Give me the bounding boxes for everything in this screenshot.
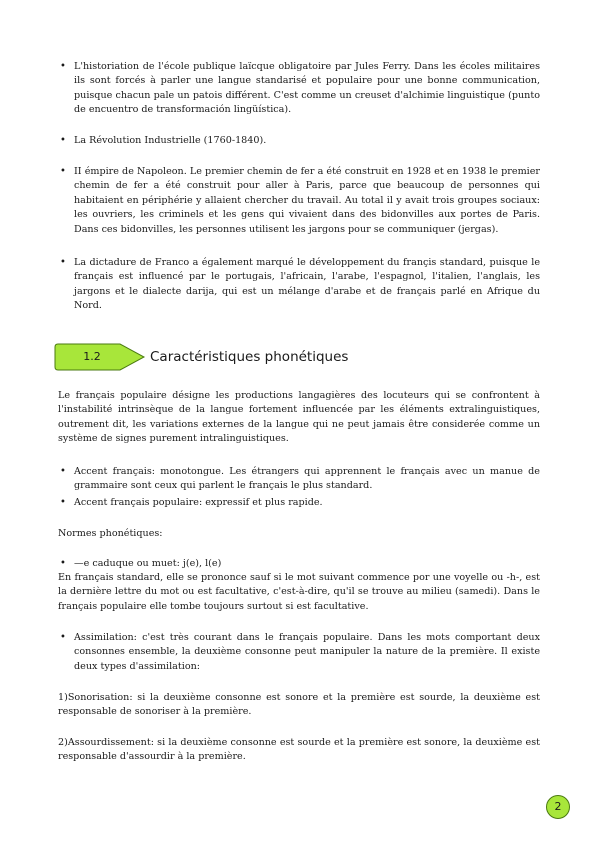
assourdissement-paragraph: 2)Assourdissement: si la deuxième consonne est sourde et la première est sonore, la deuxième est responsable d'assourdir à la première. <box>58 737 540 763</box>
bullet-accent-populaire: • Accent français populaire: expressif et plus rapide. <box>74 496 540 510</box>
bullet-dictadure-franco: • La dictadure de Franco a également marqué le développement du françis standard, puisque le français est influencé par le portugais, l'africain, l'arabe, l'espagnol, l'italien, l'anglais, les jargons et le dialecte darija, qui est un mélange d'arabe et de français parlé en Afrique du Nord. <box>74 256 540 314</box>
section-title: Caractéristiques phonétiques <box>150 349 349 365</box>
bullet-accent-francais: • Accent français: monotongue. Les étrangers qui apprennent le français avec un manue de grammaire sont ceux qui parlent le français le plus standard. <box>74 465 540 494</box>
bullet-jules-ferry: • L'historiation de l'école publique laïcque obligatoire par Jules Ferry. Dans les écoles militaires ils sont forcés à parler une langue standarisé et populaire pour une bonne communication, puisque chacun pale un patois différent. C'est comme un creuset d'alchimie linguistique (punto de encuentro de transformación lingüística). <box>74 60 540 118</box>
normes-label: Normes phonétiques: <box>58 528 163 539</box>
section-number-badge <box>54 343 146 371</box>
e-caduque-paragraph: En français standard, elle se prononce sauf si le mot suivant commence por une voyelle ou -h-, est la dernière lettre du mot ou est facultative, c'est-à-dire, qu'il se trouve au milieu (samedi). Dans le français populaire elle tombe toujours surtout si est facultative. <box>58 572 540 612</box>
bullet-empire-napoleon: • II émpire de Napoleon. Le premier chemin de fer a été construit en 1928 et en 1938 le premier chemin de fer a été construit pour aller à Paris, parce que beaucoup de personnes qui habitaient en périphérie y allaient chercher du travail. Au total il y avait trois groupes sociaux: les ouvriers, les criminels et les gens qui vivaient dans des bidonvilles aux portes de Paris. Dans ces bidonvilles, les personnes utilisent les jargons pour se communiquer (jergas). <box>74 165 540 237</box>
sonorisation-paragraph: 1)Sonorisation: si la deuxième consonne est sonore et la première est sourde, la deuxième est responsable de sonoriser à la première. <box>58 692 540 718</box>
bullet-revolution-industrielle: • La Révolution Industrielle (1760-1840). <box>74 134 540 148</box>
intro-paragraph: Le français populaire désigne les productions langagières des locuteurs qui se confrontent à l'instabilité intrinsèque de la langue fortement influencée par les éléments extralinguistiques, outrement dit, les variations externes de la langue qui ne peut jamais être considerée comme un système de signes purement intralinguistiques. <box>58 390 540 445</box>
bullet-assimilation: • Assimilation: c'est très courant dans le français populaire. Dans les mots comportant deux consonnes ensemble, la deuxième consonne peut manipuler la nature de la première. Il existe deux types d'assimilation: <box>74 631 540 674</box>
page-number-badge: 2 <box>546 795 570 819</box>
section-number: 1.2 <box>83 350 101 363</box>
bullet-e-caduque: • —e caduque ou muet: j(e), l(e) <box>74 557 540 571</box>
